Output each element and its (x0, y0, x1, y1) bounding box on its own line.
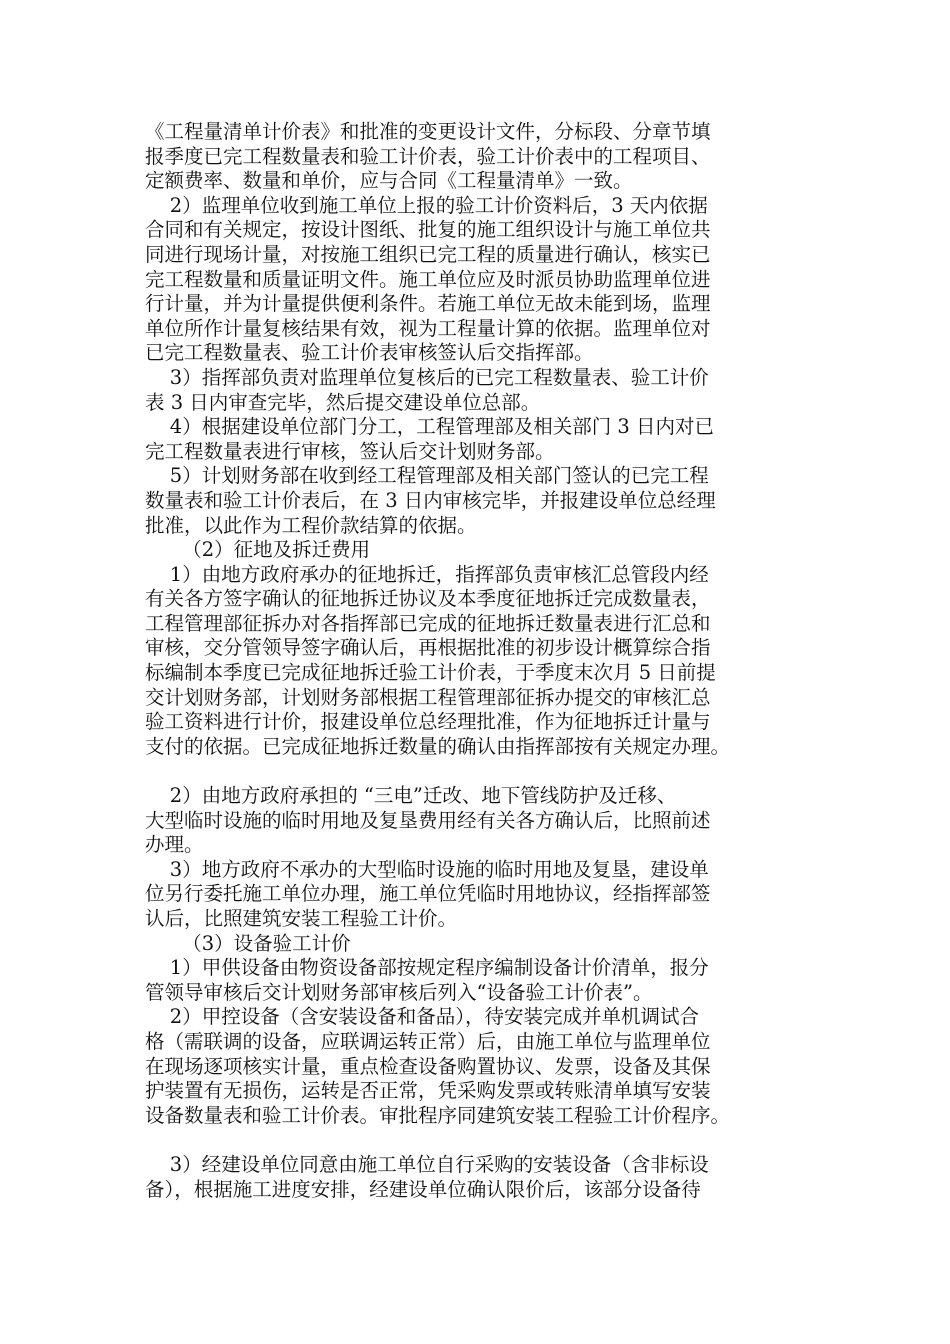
text-line: 批准，以此作为工程价款结算的依据。 (145, 513, 477, 537)
blank-line (145, 1128, 810, 1153)
text-line: 认后，比照建筑安装工程验工计价。 (145, 907, 458, 930)
text-line: 合同和有关规定，按设计图纸、批复的施工组织设计与施工单位共 (145, 218, 711, 242)
text-line: 位另行委托施工单位办理，施工单位凭临时用地协议，经指挥部签 (145, 882, 711, 906)
text-line: 4）根据建设单位部门分工，工程管理部及相关部门 3 日内对已 (145, 415, 715, 439)
section-heading: （3）设备验工计价 (145, 931, 351, 955)
text-line: 《工程量清单计价表》和批准的变更设计文件，分标段、分章节填 (145, 120, 711, 143)
text-line: 1）甲供设备由物资设备部按规定程序编制设备计价清单，报分 (145, 956, 709, 980)
text-line: 支付的依据。已完成征地拆迁数量的确认由指挥部按有关规定办理。 (145, 734, 731, 758)
text-line: 交计划财务部，计划财务部根据工程管理部征拆办提交的审核汇总 (145, 685, 711, 709)
text-line: 设备数量表和验工计价表。审批程序同建筑安装工程验工计价程序。 (145, 1103, 731, 1127)
text-line: 表 3 日内审查完毕，然后提交建设单位总部。 (145, 390, 541, 414)
text-line: 办理。 (145, 833, 204, 857)
text-line: 在现场逐项核实计量，重点检查设备购置协议、发票，设备及其保 (145, 1054, 711, 1078)
section-heading: （2）征地及拆迁费用 (145, 538, 371, 562)
text-line: 标编制本季度已完成征地拆迁验工计价表，于季度末次月 5 日前提 (145, 661, 716, 685)
text-line: 3）地方政府不承办的大型临时设施的临时用地及复垦，建设单 (145, 857, 709, 881)
text-line: 单位所作计量复核结果有效，视为工程量计算的依据。监理单位对 (145, 316, 711, 340)
text-line: 2）甲控设备（含安装设备和备品），待安装完成并单机调试合 (145, 1005, 699, 1029)
text-line: 工程管理部征拆办对各指挥部已完成的征地拆迁数量表进行汇总和 (145, 611, 711, 635)
text-line: 备），根据施工进度安排，经建设单位确认限价后，该部分设备待 (145, 1177, 701, 1201)
document-body (145, 120, 810, 1202)
text-line: 大型临时设施的临时用地及复垦费用经有关各方确认后，比照前述 (145, 808, 711, 832)
text-line: 行计量，并为计量提供便利条件。若施工单位无故未能到场，监理 (145, 292, 711, 316)
text-line: 完工程数量表进行审核，签认后交计划财务部。 (145, 439, 555, 463)
text-line: 数量表和验工计价表后，在 3 日内审核完毕，并报建设单位总经理 (145, 488, 716, 512)
text-line: 3）指挥部负责对监理单位复核后的已完工程数量表、验工计价 (145, 365, 709, 389)
text-line: 验工资料进行计价，报建设单位总经理批准，作为征地拆迁计量与 (145, 710, 711, 734)
text-line: 已完工程数量表、验工计价表审核签认后交指挥部。 (145, 341, 594, 365)
text-line: 定额费率、数量和单价，应与合同《工程量清单》一致。 (145, 169, 633, 193)
text-line: 有关各方签字确认的征地拆迁协议及本季度征地拆迁完成数量表， (145, 587, 711, 611)
text-line: 报季度已完工程数量表和验工计价表，验工计价表中的工程项目、 (145, 144, 711, 168)
text-line: 5）计划财务部在收到经工程管理部及相关部门签认的已完工程 (145, 464, 709, 488)
text-line: 2）监理单位收到施工单位上报的验工计价资料后，3 天内依据 (145, 193, 708, 217)
text-line: 2）由地方政府承担的 “三电”迁改、地下管线防护及迁移、 (145, 784, 677, 808)
text-line: 管领导审核后交计划财务部审核后列入“设备验工计价表”。 (145, 980, 653, 1004)
text-line: 格（需联调的设备，应联调运转正常）后，由施工单位与监理单位 (145, 1029, 711, 1053)
text-line: 1）由地方政府承办的征地拆迁，指挥部负责审核汇总管段内经 (145, 562, 709, 586)
text-line: 同进行现场计量，对按施工组织已完工程的质量进行确认，核实已 (145, 242, 711, 266)
text-line: 完工程数量和质量证明文件。施工单位应及时派员协助监理单位进 (145, 267, 711, 291)
text-line: 3）经建设单位同意由施工单位自行采购的安装设备（含非标设 (145, 1152, 709, 1176)
text-line: 护装置有无损伤，运转是否正常，凭采购发票或转账清单填写安装 (145, 1079, 711, 1103)
blank-line (145, 759, 810, 784)
text-line: 审核，交分管领导签字确认后，再根据批准的初步设计概算综合指 (145, 636, 711, 660)
